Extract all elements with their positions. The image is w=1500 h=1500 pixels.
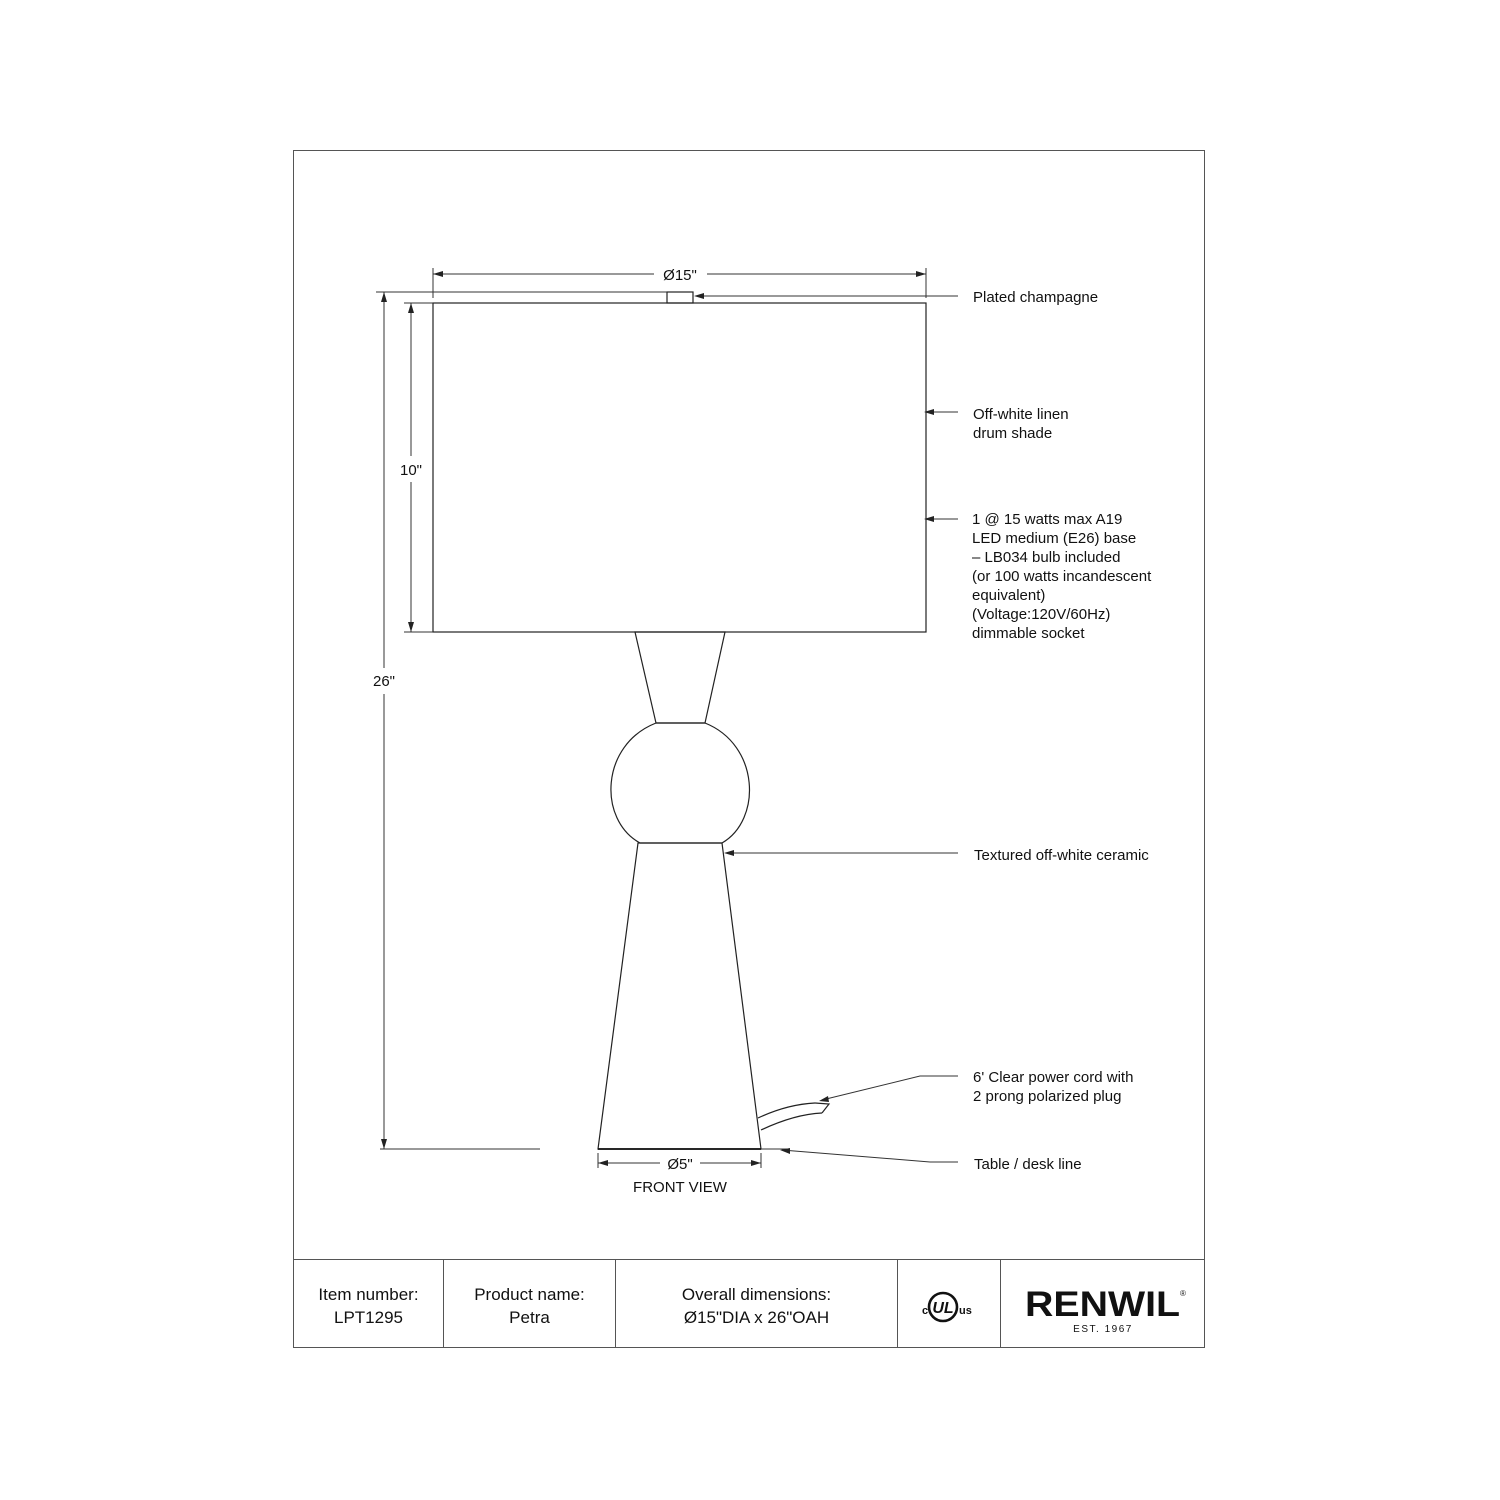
lamp-neck: [635, 632, 725, 723]
base-diameter-label: Ø5": [667, 1156, 693, 1173]
lamp-base-body: [598, 843, 761, 1149]
body-callout: Textured off-white ceramic: [974, 847, 1149, 864]
lamp-shade: [433, 303, 926, 632]
finial: [667, 292, 693, 303]
renwil-logo: [1018, 1284, 1186, 1336]
lamp-sphere: [611, 723, 750, 843]
base-diameter-dimension: [598, 1153, 761, 1173]
svg-text:UL: UL: [932, 1300, 954, 1317]
svg-text:us: us: [959, 1305, 972, 1317]
ul-certification-icon: [918, 1287, 984, 1327]
title-block-separator: [1000, 1259, 1001, 1348]
svg-text:®: ®: [1180, 1289, 1186, 1298]
cord-leader: [819, 1076, 958, 1102]
product-name-value: Petra: [509, 1308, 550, 1327]
table-leader: [780, 1148, 958, 1162]
table-callout: Table / desk line: [974, 1156, 1082, 1173]
svg-text:RENWIL: RENWIL: [1025, 1285, 1180, 1324]
shade-height-label: 10": [399, 462, 423, 479]
front-view-label: FRONT VIEW: [633, 1179, 727, 1196]
bulb-leader: [924, 516, 958, 522]
title-block-separator: [897, 1259, 898, 1348]
product-name-cell: [444, 1283, 615, 1329]
shade-height-dimension: [400, 303, 433, 632]
title-block-divider: [293, 1259, 1205, 1260]
overall-height-label: 26": [372, 673, 396, 690]
cord-callout: 6' Clear power cord with 2 prong polarized plug: [973, 1069, 1134, 1105]
item-number-cell: [294, 1283, 443, 1329]
shade-diameter-dimension: [433, 267, 926, 298]
power-cord: [758, 1103, 829, 1130]
svg-text:EST. 1967: EST. 1967: [1073, 1324, 1133, 1335]
shade-diameter-label: Ø15": [663, 267, 697, 284]
product-name-label: Product name:: [474, 1285, 585, 1304]
item-number-label: Item number:: [318, 1285, 419, 1304]
shade-leader: [924, 409, 958, 415]
svg-text:c: c: [922, 1305, 929, 1317]
shade-callout: Off-white linen drum shade: [973, 406, 1069, 442]
body-leader: [724, 850, 958, 856]
bulb-callout: 1 @ 15 watts max A19 LED medium (E26) base – LB034 bulb included (or 100 watts incandescent equivalent) (Voltage:120V/60Hz) dimmable socket: [972, 511, 1152, 642]
finial-callout: Plated champagne: [973, 289, 1099, 306]
overall-dimensions-value: Ø15"DIA x 26"OAH: [683, 1308, 830, 1327]
overall-dimensions-cell: [616, 1283, 897, 1329]
overall-dimensions-label: Overall dimensions:: [681, 1285, 832, 1304]
overall-height-dimension: [373, 292, 667, 1149]
finial-leader: [694, 293, 958, 299]
item-number-value: LPT1295: [334, 1308, 403, 1327]
